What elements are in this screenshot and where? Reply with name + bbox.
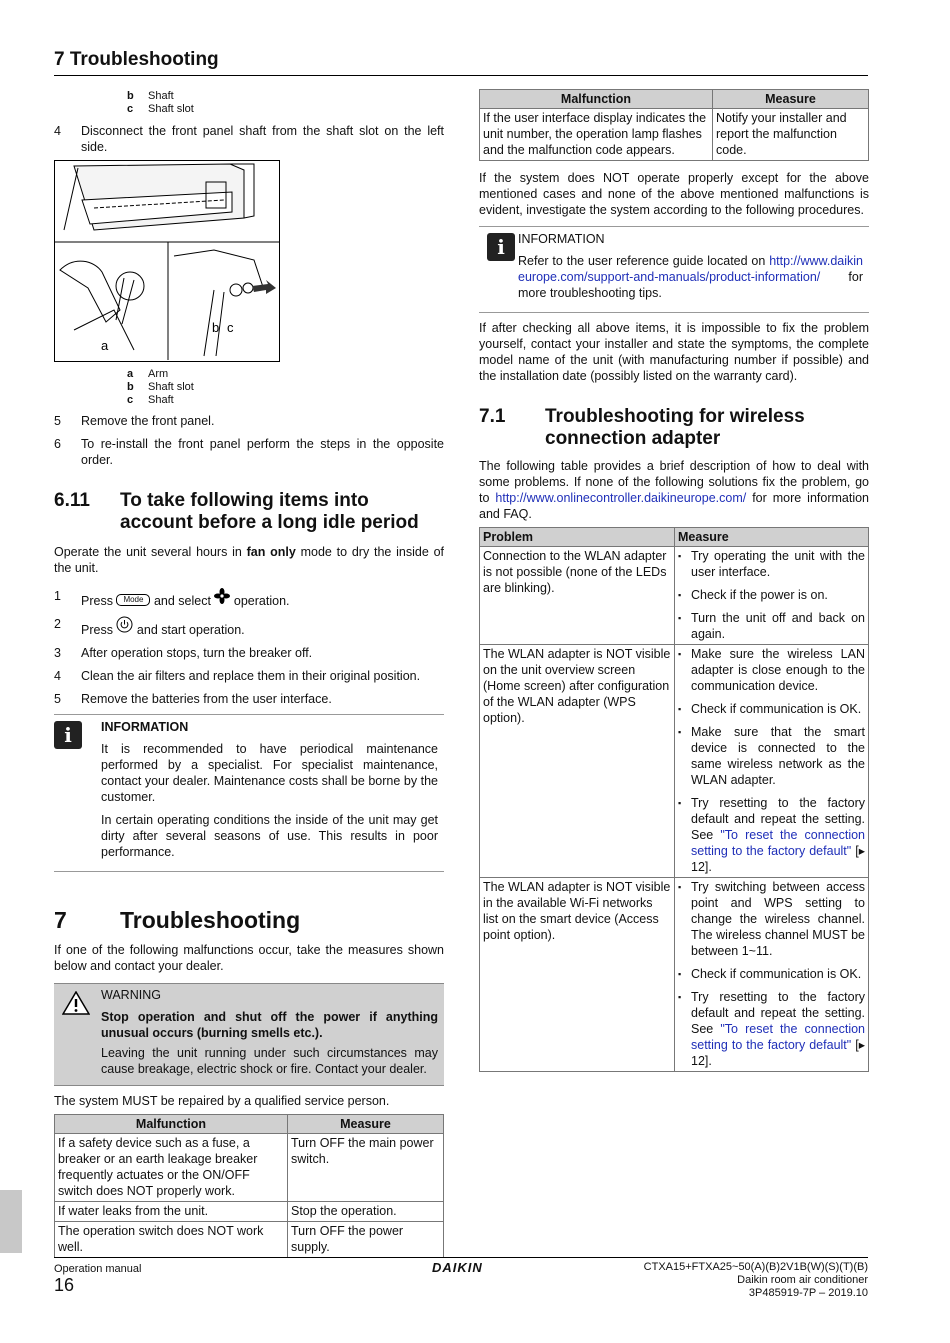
idle-step-4: 4 Clean the air filters and replace them in their original position. [54, 669, 421, 683]
legend-item: a Arm [127, 368, 169, 380]
table-row: The WLAN adapter is NOT visible in the available Wi-Fi networks list on the smart device (Access point option). ▪ Try switching between access point and WPS setting to change the wireless channel. The wireless channel MUST be between 1~11. ▪ Check if communication is OK. ▪ Try resetting to the factory default and repeat the setting. See "To reset the connection setting to the factory default" [▸ 12]. [480, 878, 869, 1072]
list-item: ▪ Check if communication is OK. [678, 701, 865, 717]
daikin-logo: DAIKIN [432, 1260, 483, 1275]
legend-bottom [54, 368, 444, 407]
investigate-paragraph: If the system does NOT operate properly except for the above mentioned cases and none of the above mentioned malfunctions is evident, investigate the system according to the following procedures. [479, 171, 869, 217]
list-item: ▪ Try resetting to the factory default and repeat the setting. See "To reset the connection setting to the factory default" [▸ 12]. [678, 989, 865, 1069]
table-header-row: Malfunction Measure [480, 90, 869, 109]
left-column [54, 90, 444, 162]
contact-paragraph: If after checking all above items, it is impossible to fix the problem yourself, contact your installer and state the symptoms, the complete model name of the unit (with manufacturing number if possible) and the installation date (possibly listed on the warranty card). [479, 321, 869, 383]
legend-item: b Shaft slot [127, 381, 194, 393]
list-item: ▪ Check if communication is OK. [678, 966, 865, 982]
list-item: ▪ Make sure the wireless LAN adapter is close enough to the communication device. [678, 646, 865, 694]
legend-item: c Shaft [127, 394, 174, 406]
information-icon: i [54, 721, 82, 749]
table-row: If water leaks from the unit. Stop the operation. [55, 1202, 444, 1222]
idle-step-2: 2 Press and start operation. [54, 617, 245, 637]
legend-top [54, 90, 444, 116]
information-box: i INFORMATION It is recommended to have periodical maintenance performed by a specialist. For specialist maintenance, contact your dealer. Maintenance costs shall be borne by the customer. In certain operating conditions the inside of the unit may get dirty after several seasons of use. This results in poor performance. [54, 714, 444, 872]
malfunction-table [54, 1114, 444, 1258]
mode-button-icon: Mode [116, 594, 150, 606]
right-column [479, 89, 869, 1072]
page-number: 16 [54, 1275, 75, 1295]
idle-step-5: 5 Remove the batteries from the user interface. [54, 692, 332, 706]
step-5: 5 Remove the front panel. [54, 414, 215, 428]
step-4: 4 Disconnect the front panel shaft from the shaft slot on the left side. [54, 124, 444, 154]
section-heading-7-1: 7.1 Troubleshooting for wireless connection adapter [479, 406, 805, 449]
repair-note: The system MUST be repaired by a qualified service person. [54, 1094, 390, 1108]
section-heading-7: 7 Troubleshooting [54, 907, 301, 933]
left-column-lower [54, 368, 444, 1258]
list-item: ▪ Turn the unit off and back on again. [678, 610, 865, 642]
list-item: ▪ Try switching between access point and WPS setting to change the wireless channel. The wireless channel MUST be between 1~11. [678, 879, 865, 959]
table-row: The operation switch does NOT work well. Turn OFF the power supply. [55, 1222, 444, 1258]
table-row: Connection to the WLAN adapter is not possible (none of the LEDs are blinking). ▪ Try operating the unit with the user interface. ▪ Check if the power is on. ▪ Turn the unit off and back on again. [480, 547, 869, 645]
legend-item: b Shaft [127, 90, 174, 102]
footer-divider [54, 1257, 868, 1258]
list-item: ▪ Check if the power is on. [678, 587, 865, 603]
chapter-tab [0, 1190, 22, 1253]
fan-icon [214, 588, 230, 604]
table-header-row: Malfunction Measure [55, 1115, 444, 1134]
malfunction-code-table [479, 89, 869, 161]
warning-icon [62, 991, 90, 1015]
information-icon: i [487, 233, 515, 261]
header-divider [54, 75, 868, 76]
product-information-link[interactable]: http://www.daikineurope.com/support-and-manuals/product-information/ [518, 254, 863, 284]
table-row: If the user interface display indicates the unit number, the operation lamp flashes and the malfunction code appears. Notify your installer and report the malfunction code. [480, 109, 869, 161]
reset-connection-link[interactable]: "To reset the connection setting to the factory default" [691, 1022, 866, 1052]
list-item: ▪ Make sure that the smart device is connected to the same wireless network as the WLAN adapter. [678, 724, 865, 788]
online-controller-link[interactable]: http://www.onlinecontroller.daikineurope.com/ [495, 491, 747, 505]
table-row: The WLAN adapter is NOT visible on the unit overview screen (Home screen) after configuration of the WLAN adapter (WPS option). ▪ Make sure the wireless LAN adapter is close enough to the communication device. ▪ Check if communication is OK. ▪ Make sure that the smart device is connected to the same wireless network as the WLAN adapter. ▪ Try resetting to the factory default and repeat the setting. See "To reset the connection setting to the factory default" [▸ 12]. [480, 645, 869, 878]
idle-intro: Operate the unit several hours in fan only mode to dry the inside of the unit. [54, 545, 444, 575]
step-6: 6 To re-install the front panel perform the steps in the opposite order. [54, 437, 444, 467]
table-row: If a safety device such as a fuse, a breaker or an earth leakage breaker frequently actuates or the ON/OFF switch does NOT properly work. Turn OFF the main power switch. [55, 1134, 444, 1202]
figure-label-c: c [227, 320, 234, 335]
section-heading-6-11: 6.11 To take following items into account before a long idle period [54, 490, 419, 533]
list-item: ▪ Try resetting to the factory default and repeat the setting. See "To reset the connection setting to the factory default" [▸ 12]. [678, 795, 865, 875]
figure-label-a: a [101, 338, 109, 353]
table-header-row: Problem Measure [480, 528, 869, 547]
legend-item: c Shaft slot [127, 103, 194, 115]
idle-step-3: 3 After operation stops, turn the breaker off. [54, 646, 313, 660]
page-title: 7 Troubleshooting [54, 49, 219, 70]
reset-connection-link[interactable]: "To reset the connection setting to the factory default" [691, 828, 866, 858]
information-box: i INFORMATION Refer to the user reference guide located on http://www.daikineurope.com/support-and-manuals/product-information/ for more troubleshooting tips. [479, 226, 869, 313]
document-type: Operation manual [54, 1263, 142, 1275]
troubleshooting-intro: If one of the following malfunctions occur, take the measures shown below and contact your dealer. [54, 943, 444, 973]
idle-step-1: 1 Press Mode and select operation. [54, 589, 290, 608]
power-icon [116, 616, 133, 633]
footer-model-info: CTXA15+FTXA25~50(A)(B)2V1B(W)(S)(T)(B) Daikin room air conditioner 3P485919-7P – 2019.10 [643, 1261, 868, 1299]
figure-label-b: b [212, 320, 220, 335]
wlan-intro: The following table provides a brief description of how to deal with some problems. If none of the following solutions fix the problem, go to http://www.onlinecontroller.daikineurope.com/ for more information and FAQ. [479, 459, 869, 521]
wlan-troubleshooting-table [479, 527, 869, 1072]
front-panel-illustration [54, 160, 280, 362]
warning-box: WARNING Stop operation and shut off the power if anything unusual occurs (burning smells etc.). Leaving the unit running under such circumstances may cause breakage, electric shock or fire. Contact your dealer. [54, 983, 444, 1086]
list-item: ▪ Try operating the unit with the user interface. [678, 548, 865, 580]
